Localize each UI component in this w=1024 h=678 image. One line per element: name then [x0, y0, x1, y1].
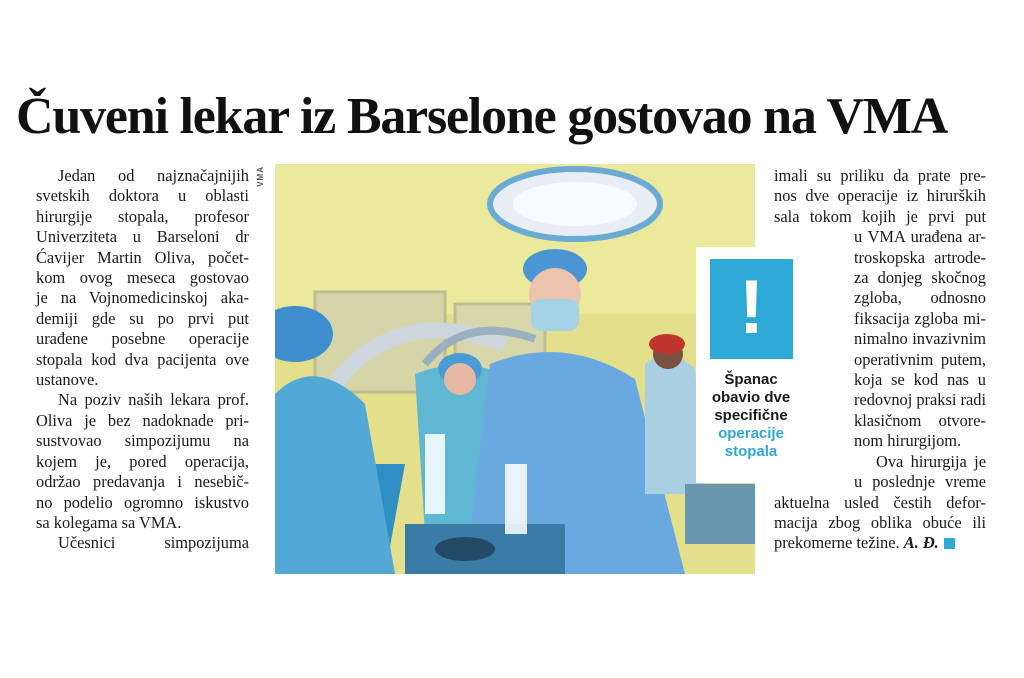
- text-line: Učesnici simpozijuma: [58, 533, 249, 553]
- text-line: nom hirurgijom.: [854, 431, 962, 451]
- text-segment: prekomerne težine.: [774, 533, 900, 553]
- text-line: Ova hirurgija je: [876, 451, 986, 471]
- text-line: zgloba, odnosno: [854, 288, 986, 308]
- text-line: imali su priliku da prate pre-: [774, 166, 986, 185]
- text-line: troskopska artrode-: [854, 247, 986, 267]
- text-line: demiji gde su po prvi put: [36, 308, 249, 328]
- text-line: u VMA urađena ar-: [854, 227, 986, 247]
- article-column-right: [774, 166, 986, 554]
- text-line: za donjeg skočnog: [854, 268, 986, 288]
- surgery-photo-illustration: [275, 164, 755, 574]
- text-line: hirurgije stopala, profesor: [36, 206, 249, 226]
- text-line: održao predavanja i nesebič-: [36, 472, 249, 492]
- text-line: sustvovao simpozijumu na: [36, 431, 249, 451]
- text-line: Univerziteta u Barseloni dr: [36, 227, 249, 247]
- sidebar-highlight: stopala: [724, 443, 778, 460]
- text-line: svetskih doktora u oblasti: [36, 186, 249, 206]
- sidebar-line: specifične: [714, 407, 788, 424]
- text-line: operativnim putem,: [854, 349, 986, 369]
- text-line: sa kolegama sa VMA.: [36, 512, 182, 532]
- text-line: Na poziv naših lekara prof.: [58, 390, 249, 410]
- text-line: ustanove.: [36, 370, 99, 390]
- sidebar-line: obavio dve: [711, 389, 791, 406]
- text-line: u poslednje vreme: [854, 472, 986, 492]
- text-line: aktuelna usled čestih defor-: [774, 492, 986, 512]
- text-line: Jedan od najznačajnijih: [58, 166, 249, 185]
- text-line: kojem je, pored operacija,: [36, 451, 249, 471]
- sidebar-line: Španac: [724, 371, 778, 388]
- text-line: je na Vojnomedicinskoj aka-: [36, 288, 249, 308]
- text-line: nimalno invazivnim: [854, 329, 986, 349]
- headline: Čuveni lekar iz Barselone gostovao na VMA: [16, 88, 948, 145]
- text-line: kom ovog meseca gostovao: [36, 268, 249, 288]
- text-line: sala tokom kojih je prvi put: [774, 206, 986, 226]
- text-line: no podelio ogromno iskustvo: [36, 492, 249, 512]
- surgery-photo: [275, 164, 755, 574]
- text-line: Oliva je bez nadoknade pri-: [36, 410, 249, 430]
- end-mark-icon: [944, 538, 955, 549]
- text-line: macija zbog oblika obuće ili: [774, 512, 986, 532]
- text-line: nos dve operacije iz hirurških: [774, 186, 986, 206]
- text-line: koja se kod nas u: [854, 370, 986, 390]
- text-line: klasičnom otvore-: [854, 410, 986, 430]
- photo-credit: VMA: [256, 166, 265, 187]
- article-column-left: [36, 166, 249, 554]
- text-line: stopala kod dva pacijenta ove: [36, 349, 249, 369]
- text-line-final: [774, 533, 986, 553]
- author-signature: A. Đ.: [903, 533, 939, 553]
- text-line: Ćavijer Martin Oliva, počet-: [36, 247, 249, 267]
- exclamation-icon: !: [738, 265, 765, 350]
- text-line: redovnoj praksi radi: [854, 390, 986, 410]
- sidebar-highlight: operacije: [718, 425, 784, 442]
- text-line: fiksacija zgloba mi-: [854, 308, 986, 328]
- text-line: urađene posebne operacije: [36, 329, 249, 349]
